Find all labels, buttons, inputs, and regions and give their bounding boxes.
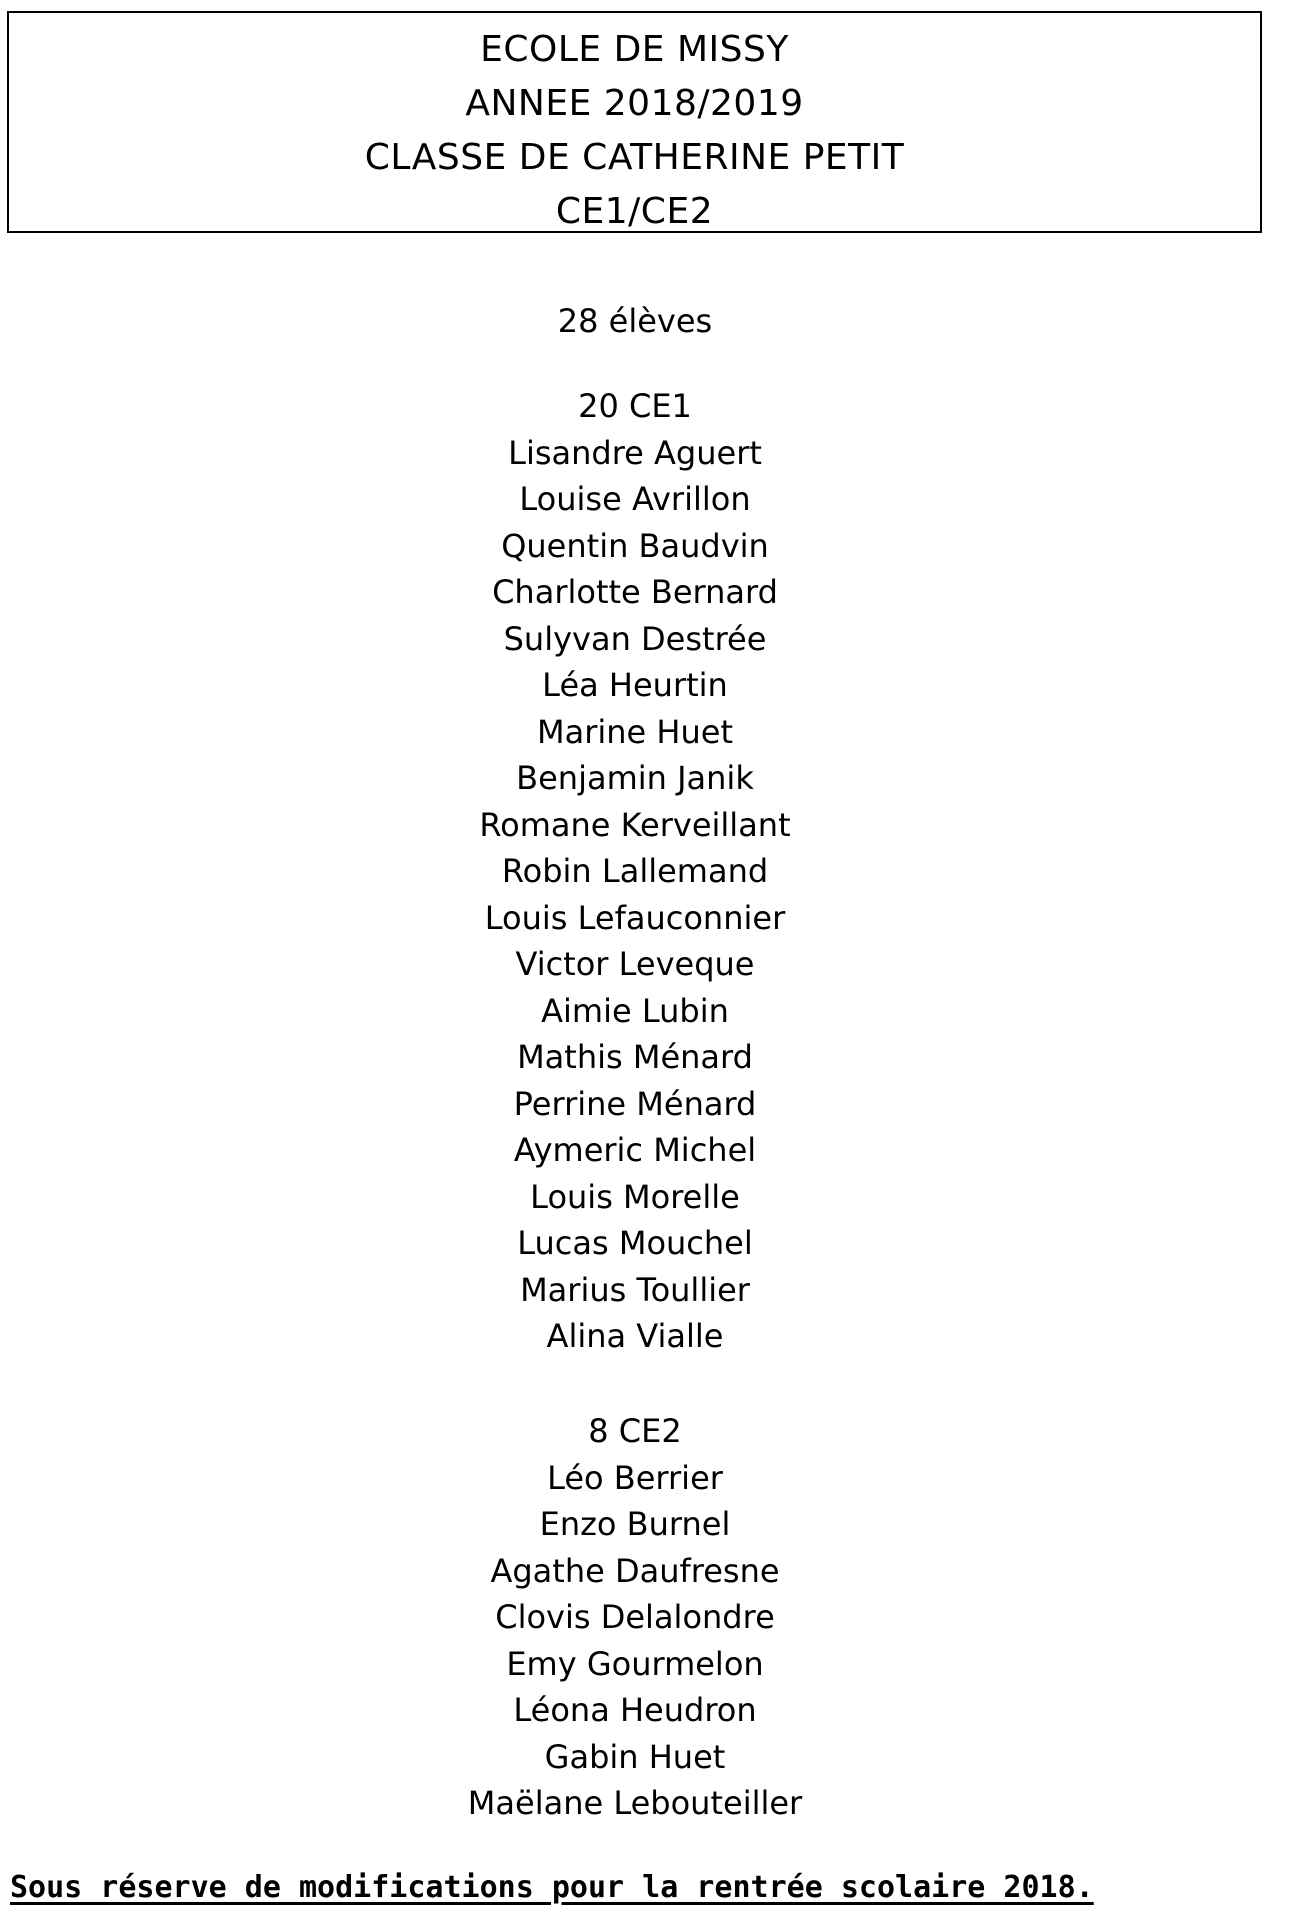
student-name: Robin Lallemand [501, 852, 769, 890]
student-name: Victor Leveque [515, 945, 755, 983]
student-name: Aymeric Michel [513, 1131, 757, 1169]
student-name: Emy Gourmelon [506, 1644, 764, 1683]
student-name: Perrine Ménard [513, 1084, 757, 1123]
student-name: Louise Avrillon [519, 480, 751, 518]
student-name: Léo Berrier [547, 1458, 723, 1497]
group-title: 20 CE1 [578, 387, 692, 425]
student-name: Léa Heurtin [542, 666, 728, 704]
student-name: Benjamin Janik [516, 759, 754, 797]
class-teacher: CLASSE DE CATHERINE PETIT [364, 137, 905, 178]
student-name: Lisandre Aguert [508, 433, 762, 472]
student-name: Charlotte Bernard [492, 573, 778, 611]
student-name: Enzo Burnel [539, 1505, 731, 1543]
header-box [7, 11, 1262, 233]
class-level: CE1/CE2 [555, 191, 714, 232]
student-name: Lucas Mouchel [517, 1224, 753, 1262]
group-ce2 [0, 1408, 1270, 1827]
student-name: Marius Toullier [520, 1270, 750, 1309]
student-name: Léona Heudron [513, 1691, 757, 1729]
footer-note: Sous réserve de modifications pour la rentrée scolaire 2018. [10, 1870, 1094, 1905]
student-name: Louis Morelle [530, 1177, 740, 1216]
student-name: Aimie Lubin [541, 991, 729, 1030]
student-name: Maëlane Lebouteiller [467, 1784, 803, 1822]
student-name: Quentin Baudvin [501, 526, 769, 565]
student-name: Agathe Daufresne [490, 1551, 780, 1590]
group-title: 8 CE2 [588, 1412, 682, 1450]
student-count: 28 élèves [557, 302, 713, 340]
school-year: ANNEE 2018/2019 [465, 83, 804, 124]
student-name: Mathis Ménard [517, 1038, 753, 1076]
student-name: Sulyvan Destrée [503, 619, 767, 658]
group-ce1 [0, 383, 1270, 1360]
student-name: Gabin Huet [544, 1737, 726, 1776]
student-name: Alina Vialle [546, 1317, 724, 1355]
student-name: Clovis Delalondre [495, 1598, 775, 1636]
student-name: Louis Lefauconnier [484, 898, 786, 937]
school-name: ECOLE DE MISSY [480, 29, 789, 70]
student-name: Romane Kerveillant [479, 805, 791, 844]
student-name: Marine Huet [537, 712, 733, 751]
